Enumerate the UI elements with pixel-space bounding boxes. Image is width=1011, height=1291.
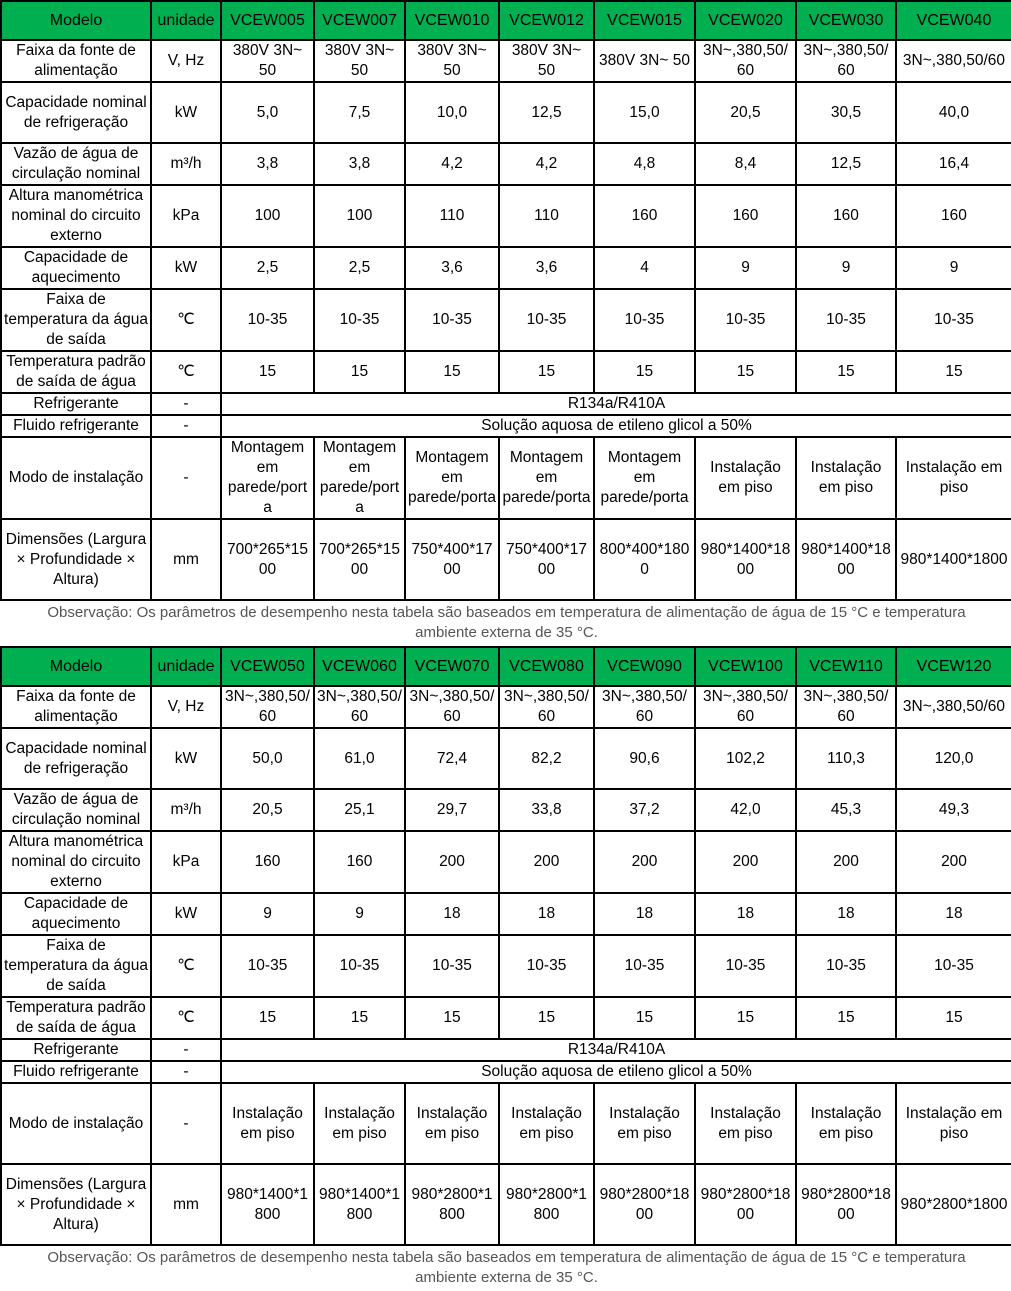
- header-model-name: VCEW010: [405, 1, 499, 40]
- row-label: Altura manométrica nominal do circuito externo: [1, 185, 151, 247]
- cell-value: 380V 3N~ 50: [499, 40, 594, 82]
- cell-value: 200: [405, 831, 499, 893]
- cell-value: 45,3: [796, 789, 896, 831]
- table-row: [1, 686, 1011, 728]
- row-label: Temperatura padrão de saída de água: [1, 997, 151, 1039]
- row-label: Vazão de água de circulação nominal: [1, 143, 151, 185]
- cell-value: 10-35: [405, 289, 499, 351]
- cell-value: 25,1: [314, 789, 405, 831]
- cell-value: 15: [221, 351, 314, 393]
- cell-value: Instalação em piso: [499, 1083, 594, 1164]
- row-label: Faixa de temperatura da água de saída: [1, 935, 151, 997]
- cell-value: 3N~,380,50/ 60: [796, 686, 896, 728]
- cell-value: 12,5: [796, 143, 896, 185]
- table-row: [1, 185, 1011, 247]
- cell-value: Instalação em piso: [695, 1083, 796, 1164]
- cell-value: 42,0: [695, 789, 796, 831]
- table-row: [1, 1061, 1011, 1083]
- table-note: Observação: Os parâmetros de desempenho nesta tabela são baseados em temperatura de alimentação de água de 15 °C e temperatura ambiente externa de 35 °C.: [1, 1245, 1011, 1291]
- cell-value: 2,5: [314, 247, 405, 289]
- cell-value: 8,4: [695, 143, 796, 185]
- cell-value: 700*265*1500: [221, 519, 314, 600]
- cell-value: 110: [405, 185, 499, 247]
- cell-value: 18: [499, 893, 594, 935]
- row-unit: V, Hz: [151, 686, 221, 728]
- row-label: Fluido refrigerante: [1, 415, 151, 437]
- cell-value: 980*1400*1800: [695, 519, 796, 600]
- cell-value: 3,8: [314, 143, 405, 185]
- cell-value: 15: [405, 997, 499, 1039]
- merged-value: R134a/R410A: [221, 393, 1011, 415]
- cell-value: 37,2: [594, 789, 695, 831]
- cell-value: 3N~,380,50/60: [896, 40, 1011, 82]
- cell-value: 160: [221, 831, 314, 893]
- cell-value: 4,2: [405, 143, 499, 185]
- header-model-name: VCEW007: [314, 1, 405, 40]
- cell-value: 15: [314, 997, 405, 1039]
- cell-value: 10-35: [796, 289, 896, 351]
- cell-value: 980*1400*1800: [796, 519, 896, 600]
- cell-value: Instalação em piso: [896, 437, 1011, 519]
- cell-value: 15: [221, 997, 314, 1039]
- cell-value: 10-35: [314, 289, 405, 351]
- row-unit: kW: [151, 247, 221, 289]
- cell-value: 10-35: [896, 935, 1011, 997]
- cell-value: 16,4: [896, 143, 1011, 185]
- cell-value: 5,0: [221, 82, 314, 143]
- row-label: Capacidade de aquecimento: [1, 893, 151, 935]
- header-model: Modelo: [1, 1, 151, 40]
- table-row: [1, 247, 1011, 289]
- row-unit: m³/h: [151, 143, 221, 185]
- cell-value: 380V 3N~ 50: [314, 40, 405, 82]
- cell-value: 200: [796, 831, 896, 893]
- cell-value: 20,5: [221, 789, 314, 831]
- table-note: Observação: Os parâmetros de desempenho nesta tabela são baseados em temperatura de alimentação de água de 15 °C e temperatura ambiente externa de 35 °C.: [1, 600, 1011, 646]
- cell-value: Instalação em piso: [221, 1083, 314, 1164]
- header-model-name: VCEW080: [499, 647, 594, 686]
- row-unit: -: [151, 1061, 221, 1083]
- cell-value: Montagem em parede/porta: [405, 437, 499, 519]
- row-label: Dimensões (Largura × Profundidade × Altura): [1, 1164, 151, 1245]
- table-row: [1, 289, 1011, 351]
- table-row: [1, 143, 1011, 185]
- row-label: Refrigerante: [1, 1039, 151, 1061]
- header-row: [1, 647, 1011, 686]
- row-label: Modo de instalação: [1, 437, 151, 519]
- cell-value: 110,3: [796, 728, 896, 789]
- cell-value: 15: [896, 351, 1011, 393]
- cell-value: 100: [314, 185, 405, 247]
- cell-value: 750*400*1700: [405, 519, 499, 600]
- cell-value: 82,2: [499, 728, 594, 789]
- row-label: Capacidade de aquecimento: [1, 247, 151, 289]
- cell-value: 15: [796, 997, 896, 1039]
- row-label: Capacidade nominal de refrigeração: [1, 82, 151, 143]
- header-model-name: VCEW110: [796, 647, 896, 686]
- cell-value: 10-35: [695, 289, 796, 351]
- cell-value: 200: [499, 831, 594, 893]
- cell-value: 980*2800*1800: [796, 1164, 896, 1245]
- row-unit: m³/h: [151, 789, 221, 831]
- table-row: [1, 728, 1011, 789]
- header-model-name: VCEW015: [594, 1, 695, 40]
- cell-value: 160: [896, 185, 1011, 247]
- cell-value: 4,8: [594, 143, 695, 185]
- row-label: Dimensões (Largura × Profundidade × Altura): [1, 519, 151, 600]
- cell-value: 15: [499, 997, 594, 1039]
- cell-value: 10-35: [221, 935, 314, 997]
- cell-value: 15,0: [594, 82, 695, 143]
- cell-value: 3N~,380,50/ 60: [594, 686, 695, 728]
- cell-value: Instalação em piso: [695, 437, 796, 519]
- cell-value: 110: [499, 185, 594, 247]
- cell-value: 980*2800*1800: [499, 1164, 594, 1245]
- cell-value: Instalação em piso: [796, 437, 896, 519]
- cell-value: 200: [695, 831, 796, 893]
- table-row: [1, 831, 1011, 893]
- cell-value: 160: [314, 831, 405, 893]
- cell-value: Instalação em piso: [796, 1083, 896, 1164]
- row-label: Temperatura padrão de saída de água: [1, 351, 151, 393]
- cell-value: 15: [594, 997, 695, 1039]
- cell-value: 40,0: [896, 82, 1011, 143]
- cell-value: 4,2: [499, 143, 594, 185]
- header-model-name: VCEW030: [796, 1, 896, 40]
- cell-value: 15: [594, 351, 695, 393]
- row-unit: kPa: [151, 831, 221, 893]
- cell-value: 18: [896, 893, 1011, 935]
- cell-value: 980*1400*1800: [221, 1164, 314, 1245]
- cell-value: 10-35: [796, 935, 896, 997]
- table-row: [1, 935, 1011, 997]
- cell-value: 380V 3N~ 50: [594, 40, 695, 82]
- cell-value: 49,3: [896, 789, 1011, 831]
- cell-value: 3N~,380,50/ 60: [695, 686, 796, 728]
- table-row: [1, 415, 1011, 437]
- cell-value: 10-35: [896, 289, 1011, 351]
- row-unit: kW: [151, 893, 221, 935]
- header-model-name: VCEW090: [594, 647, 695, 686]
- cell-value: 9: [796, 247, 896, 289]
- cell-value: 18: [405, 893, 499, 935]
- cell-value: 980*2800*1800: [896, 1164, 1011, 1245]
- cell-value: 102,2: [695, 728, 796, 789]
- cell-value: 10-35: [594, 935, 695, 997]
- row-unit: -: [151, 1083, 221, 1164]
- table-row: [1, 1083, 1011, 1164]
- row-label: Refrigerante: [1, 393, 151, 415]
- cell-value: 15: [314, 351, 405, 393]
- row-unit: -: [151, 437, 221, 519]
- header-model-name: VCEW120: [896, 647, 1011, 686]
- header-model-name: VCEW020: [695, 1, 796, 40]
- cell-value: 15: [796, 351, 896, 393]
- row-unit: kW: [151, 728, 221, 789]
- cell-value: 160: [594, 185, 695, 247]
- row-unit: ℃: [151, 935, 221, 997]
- cell-value: Montagem em parede/porta: [594, 437, 695, 519]
- row-label: Vazão de água de circulação nominal: [1, 789, 151, 831]
- cell-value: 380V 3N~ 50: [405, 40, 499, 82]
- cell-value: 9: [314, 893, 405, 935]
- cell-value: 160: [796, 185, 896, 247]
- table-row: [1, 519, 1011, 600]
- cell-value: Instalação em piso: [405, 1083, 499, 1164]
- cell-value: 30,5: [796, 82, 896, 143]
- table-row: [1, 893, 1011, 935]
- row-unit: kW: [151, 82, 221, 143]
- cell-value: 10,0: [405, 82, 499, 143]
- header-model-name: VCEW040: [896, 1, 1011, 40]
- row-unit: mm: [151, 1164, 221, 1245]
- row-label: Capacidade nominal de refrigeração: [1, 728, 151, 789]
- cell-value: 9: [695, 247, 796, 289]
- row-unit: ℃: [151, 289, 221, 351]
- cell-value: 15: [499, 351, 594, 393]
- cell-value: 200: [896, 831, 1011, 893]
- merged-value: R134a/R410A: [221, 1039, 1011, 1061]
- cell-value: 3N~,380,50/60: [314, 686, 405, 728]
- cell-value: 15: [896, 997, 1011, 1039]
- row-label: Fluido refrigerante: [1, 1061, 151, 1083]
- cell-value: 980*1400*1800: [896, 519, 1011, 600]
- cell-value: 10-35: [314, 935, 405, 997]
- table-row: [1, 437, 1011, 519]
- row-unit: ℃: [151, 351, 221, 393]
- cell-value: Instalação em piso: [896, 1083, 1011, 1164]
- cell-value: 380V 3N~ 50: [221, 40, 314, 82]
- cell-value: 29,7: [405, 789, 499, 831]
- cell-value: 980*2800*1800: [594, 1164, 695, 1245]
- cell-value: 9: [221, 893, 314, 935]
- cell-value: Montagem em parede/porta: [221, 437, 314, 519]
- row-unit: -: [151, 393, 221, 415]
- header-row: [1, 1, 1011, 40]
- cell-value: 18: [695, 893, 796, 935]
- cell-value: Instalação em piso: [594, 1083, 695, 1164]
- cell-value: 100: [221, 185, 314, 247]
- spec-table: [0, 646, 1011, 1291]
- cell-value: 3N~,380,50/ 60: [405, 686, 499, 728]
- cell-value: 72,4: [405, 728, 499, 789]
- cell-value: 3N~,380,50/ 60: [695, 40, 796, 82]
- table-row: [1, 351, 1011, 393]
- cell-value: 3N~,380,50/ 60: [796, 40, 896, 82]
- table-row: [1, 82, 1011, 143]
- cell-value: 33,8: [499, 789, 594, 831]
- cell-value: 3,8: [221, 143, 314, 185]
- cell-value: 90,6: [594, 728, 695, 789]
- merged-value: Solução aquosa de etileno glicol a 50%: [221, 1061, 1011, 1083]
- table-row: [1, 1164, 1011, 1245]
- table-row: [1, 393, 1011, 415]
- row-unit: ℃: [151, 997, 221, 1039]
- cell-value: 700*265*1500: [314, 519, 405, 600]
- row-unit: -: [151, 415, 221, 437]
- cell-value: 61,0: [314, 728, 405, 789]
- cell-value: Montagem em parede/porta: [314, 437, 405, 519]
- cell-value: 3N~,380,50/60: [221, 686, 314, 728]
- header-model-name: VCEW100: [695, 647, 796, 686]
- cell-value: 18: [594, 893, 695, 935]
- cell-value: 10-35: [499, 289, 594, 351]
- cell-value: 10-35: [695, 935, 796, 997]
- cell-value: 20,5: [695, 82, 796, 143]
- table-row: [1, 40, 1011, 82]
- cell-value: 750*400*1700: [499, 519, 594, 600]
- header-model-name: VCEW060: [314, 647, 405, 686]
- cell-value: 18: [796, 893, 896, 935]
- cell-value: 160: [695, 185, 796, 247]
- cell-value: 4: [594, 247, 695, 289]
- cell-value: 3N~,380,50/ 60: [499, 686, 594, 728]
- cell-value: Montagem em parede/porta: [499, 437, 594, 519]
- cell-value: 120,0: [896, 728, 1011, 789]
- cell-value: 980*2800*1800: [695, 1164, 796, 1245]
- cell-value: 3,6: [405, 247, 499, 289]
- row-label: Altura manométrica nominal do circuito externo: [1, 831, 151, 893]
- cell-value: 3N~,380,50/60: [896, 686, 1011, 728]
- header-model-name: VCEW050: [221, 647, 314, 686]
- cell-value: Instalação em piso: [314, 1083, 405, 1164]
- row-label: Faixa da fonte de alimentação: [1, 686, 151, 728]
- cell-value: 200: [594, 831, 695, 893]
- table-row: [1, 997, 1011, 1039]
- header-unit: unidade: [151, 1, 221, 40]
- header-model-name: VCEW070: [405, 647, 499, 686]
- cell-value: 10-35: [405, 935, 499, 997]
- header-model: Modelo: [1, 647, 151, 686]
- cell-value: 980*1400*1800: [314, 1164, 405, 1245]
- row-label: Modo de instalação: [1, 1083, 151, 1164]
- table-row: [1, 1039, 1011, 1061]
- cell-value: 10-35: [499, 935, 594, 997]
- header-unit: unidade: [151, 647, 221, 686]
- cell-value: 15: [405, 351, 499, 393]
- row-label: Faixa de temperatura da água de saída: [1, 289, 151, 351]
- cell-value: 12,5: [499, 82, 594, 143]
- cell-value: 980*2800*1800: [405, 1164, 499, 1245]
- table-row: [1, 789, 1011, 831]
- row-unit: V, Hz: [151, 40, 221, 82]
- cell-value: 10-35: [221, 289, 314, 351]
- header-model-name: VCEW005: [221, 1, 314, 40]
- row-unit: mm: [151, 519, 221, 600]
- merged-value: Solução aquosa de etileno glicol a 50%: [221, 415, 1011, 437]
- cell-value: 3,6: [499, 247, 594, 289]
- cell-value: 15: [695, 997, 796, 1039]
- header-model-name: VCEW012: [499, 1, 594, 40]
- cell-value: 10-35: [594, 289, 695, 351]
- cell-value: 50,0: [221, 728, 314, 789]
- row-unit: -: [151, 1039, 221, 1061]
- row-label: Faixa da fonte de alimentação: [1, 40, 151, 82]
- cell-value: 15: [695, 351, 796, 393]
- cell-value: 2,5: [221, 247, 314, 289]
- cell-value: 800*400*1800: [594, 519, 695, 600]
- cell-value: 7,5: [314, 82, 405, 143]
- cell-value: 9: [896, 247, 1011, 289]
- row-unit: kPa: [151, 185, 221, 247]
